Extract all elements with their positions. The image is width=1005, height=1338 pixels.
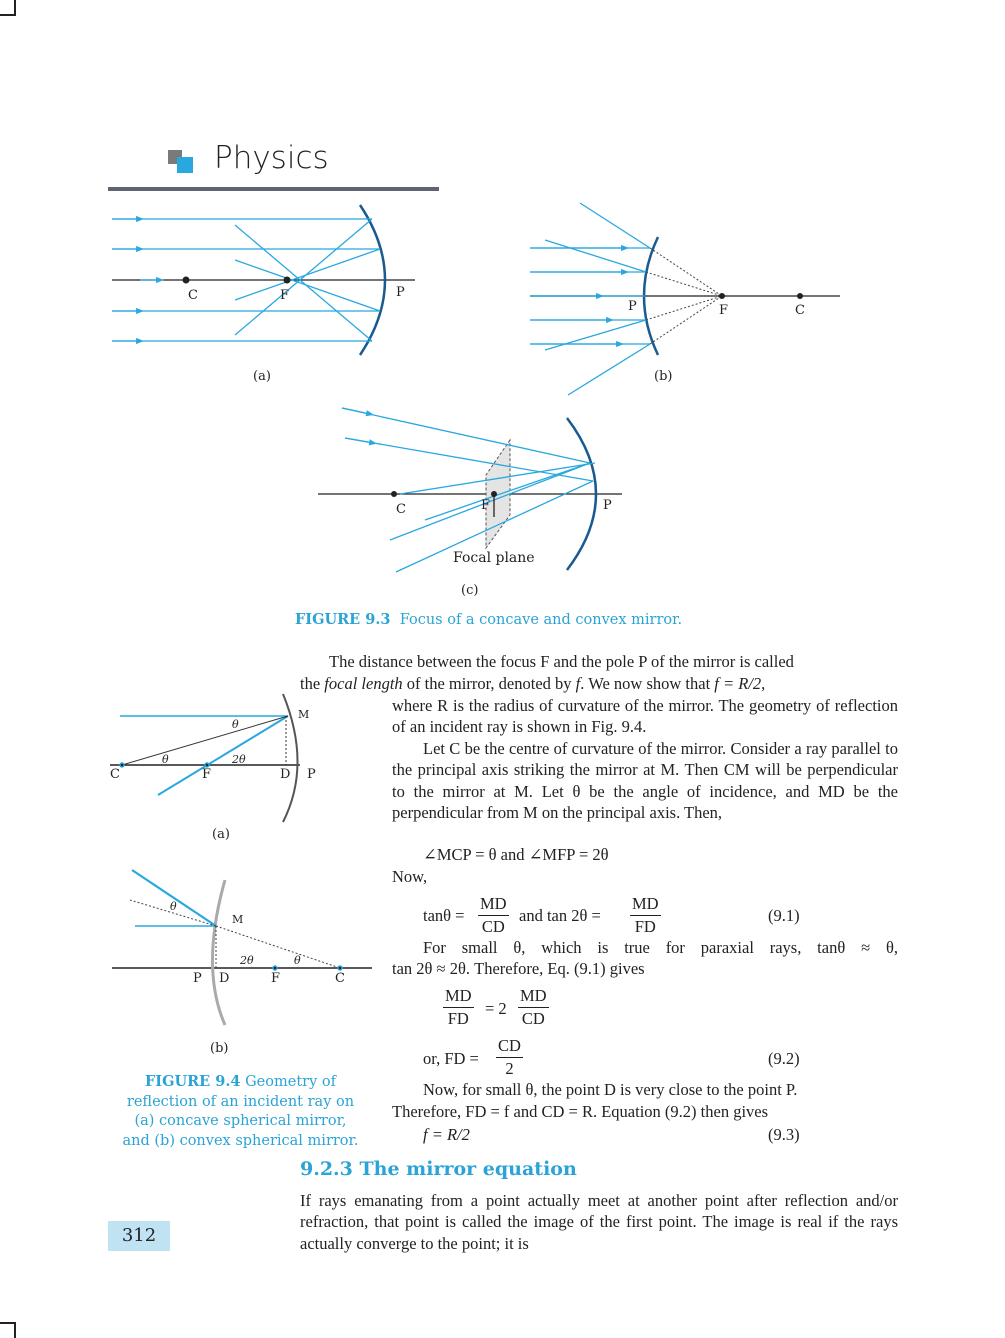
paragraph: If rays emanating from a point actually meet at another point after reflection and/or refraction, that point is called the image of the first point. The image is real if the rays actually converge to the point; it is xyxy=(300,1191,898,1253)
label-P: P xyxy=(193,971,202,986)
subfigure-label: (c) xyxy=(461,583,479,598)
paragraph-line: Therefore, FD = f and CD = R. Equation (9.2) then gives xyxy=(392,1102,769,1121)
subfigure-label: (b) xyxy=(210,1041,229,1056)
figure-9-4b xyxy=(112,870,372,1025)
crop-mark xyxy=(0,0,16,16)
header-rule xyxy=(108,187,439,191)
page-number: 312 xyxy=(108,1221,170,1251)
label-P: P xyxy=(603,498,612,513)
paragraph-line: Now, for small θ, the point D is very close to the point P. xyxy=(423,1080,798,1099)
denominator: FD xyxy=(634,917,656,936)
crop-mark xyxy=(0,1322,16,1338)
label-F: F xyxy=(202,767,212,782)
subfigure-label: (b) xyxy=(654,369,673,384)
eq-9-3: f = R/2 xyxy=(423,1125,470,1144)
denominator: FD xyxy=(447,1009,469,1028)
text: and tan 2θ = xyxy=(519,906,601,925)
caption-line: and (b) convex spherical mirror. xyxy=(122,1132,359,1149)
label-C: C xyxy=(335,971,345,986)
eq-9-2-lhs: or, FD = xyxy=(423,1049,479,1068)
angles-equation: ∠MCP = θ and ∠MFP = 2θ xyxy=(423,845,609,864)
text: of the mirror, denoted by xyxy=(402,674,576,693)
label-P: P xyxy=(307,767,316,782)
caption-number: FIGURE 9.3 xyxy=(295,611,391,628)
numerator: MD xyxy=(478,893,509,916)
figure-9-4 xyxy=(100,690,390,1060)
two-theta-label: 2θ xyxy=(240,954,254,967)
caption-number: FIGURE 9.4 xyxy=(145,1073,241,1090)
section-heading: 9.2.3 The mirror equation xyxy=(300,1158,577,1180)
theta-label: θ xyxy=(294,954,301,967)
label-F: F xyxy=(481,498,491,513)
denominator: CD xyxy=(481,917,505,936)
label-C: C xyxy=(396,502,406,517)
caption-line: Geometry of xyxy=(245,1074,336,1090)
paragraph: where R is the radius of curvature of the mirror. The geometry of reflection of an incident ray is shown in Fig. 9.4. xyxy=(392,696,898,737)
figure-9-3a xyxy=(112,205,415,355)
text: For small θ, which is true for paraxial rays, tanθ ≈ θ, xyxy=(423,938,898,957)
equation-number: (9.2) xyxy=(768,1049,800,1068)
equation-number: (9.3) xyxy=(768,1125,800,1144)
figure-9-4-caption xyxy=(108,1072,373,1151)
eq-9-1-lhs: tanθ = xyxy=(423,906,465,925)
figure-9-3 xyxy=(0,195,1005,605)
label-F: F xyxy=(719,303,729,318)
figure-9-4a xyxy=(110,694,300,822)
paragraph-line: The distance between the focus F and the pole P of the mirror is called xyxy=(329,652,794,671)
numerator: MD xyxy=(518,985,549,1008)
figure-9-3-caption xyxy=(295,611,682,628)
label-C: C xyxy=(795,303,805,318)
denominator: CD xyxy=(521,1009,545,1028)
label-M: M xyxy=(232,913,244,926)
figure-9-3b xyxy=(530,203,840,395)
theta-label: θ xyxy=(232,718,239,731)
fraction xyxy=(630,893,661,938)
label-D: D xyxy=(280,767,291,782)
numerator: MD xyxy=(443,985,474,1008)
label-C: C xyxy=(110,767,120,782)
emphasis: focal length xyxy=(324,674,403,693)
caption-line: reflection of an incident ray on xyxy=(126,1093,355,1110)
label-M: M xyxy=(298,708,310,721)
fraction xyxy=(478,893,509,938)
theta-label: θ xyxy=(162,753,169,766)
caption-text: Focus of a concave and convex mirror. xyxy=(399,612,683,628)
text: = 2 xyxy=(485,999,507,1018)
focal-plane-label: Focal plane xyxy=(453,550,535,566)
label-F: F xyxy=(280,288,290,303)
text: the xyxy=(300,674,325,693)
logo-square-blue xyxy=(177,157,193,173)
fraction xyxy=(443,985,474,1030)
emphasis: f = R/2, xyxy=(714,674,766,693)
denominator: 2 xyxy=(505,1059,514,1078)
numerator: CD xyxy=(496,1035,523,1058)
subfigure-label: (a) xyxy=(212,827,230,842)
paragraph-line xyxy=(300,674,765,694)
caption-line: (a) concave spherical mirror, xyxy=(134,1113,347,1129)
label-C: C xyxy=(188,288,198,303)
numerator: MD xyxy=(630,893,661,916)
label-D: D xyxy=(219,971,230,986)
fraction xyxy=(518,985,549,1030)
figure-9-3c xyxy=(318,408,622,572)
label-P: P xyxy=(628,299,637,314)
label-F: F xyxy=(271,971,281,986)
text: tan 2θ ≈ 2θ. Therefore, Eq. (9.1) gives xyxy=(392,959,645,978)
label-P: P xyxy=(396,285,405,300)
emphasis: f xyxy=(575,674,581,693)
fraction xyxy=(496,1035,523,1080)
equation-number: (9.1) xyxy=(768,906,800,925)
theta-label: θ xyxy=(170,900,177,913)
text: Now, xyxy=(392,867,428,886)
subfigure-label: (a) xyxy=(253,369,271,384)
chapter-header-title: Physics xyxy=(214,140,329,176)
paragraph: Let C be the centre of curvature of the mirror. Consider a ray parallel to the principal axis striking the mirror at M. Then CM will be perpendicular to the mirror at M. Let θ be the angle of incidence, and MD be the perpendicular from M on the principal axis. Then, xyxy=(392,739,898,823)
two-theta-label: 2θ xyxy=(232,753,246,766)
text: . We now show that xyxy=(580,674,715,693)
